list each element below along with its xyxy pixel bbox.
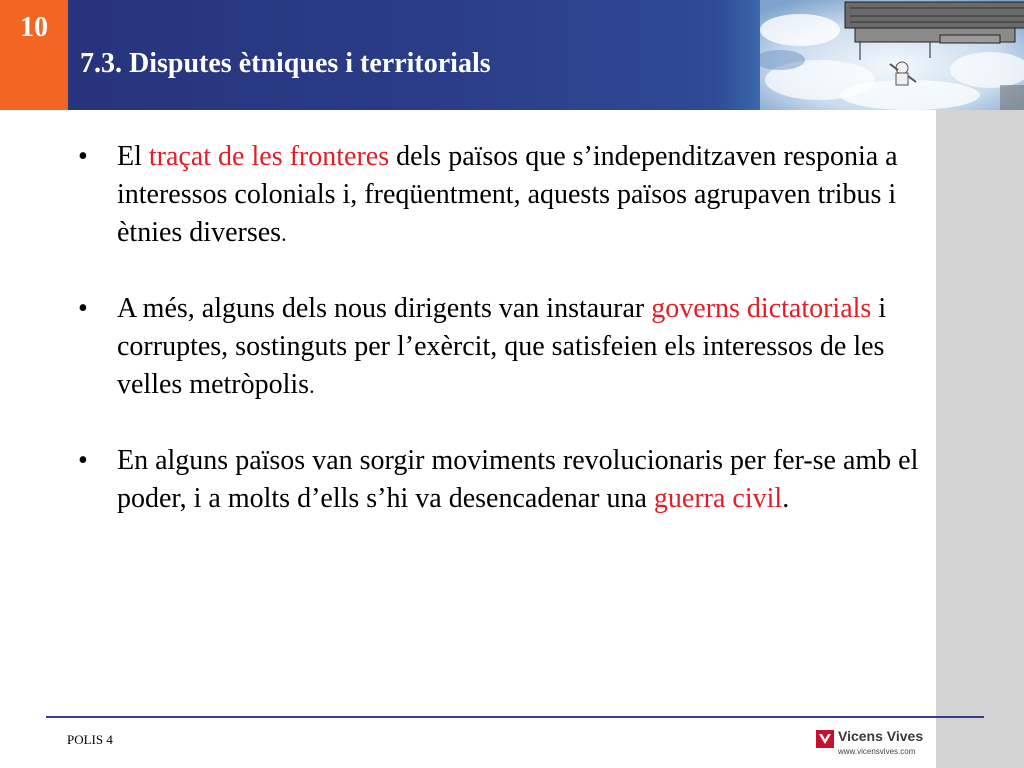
bullet-text [117,293,886,400]
bullet-text-part: i corruptes, sostinguts per l’exèrcit, que satisfeien els interessos de les velles metròpolis [117,293,887,400]
highlighted-phrase: traçat de les fronteres [148,141,390,172]
bullet-text [117,445,918,514]
bullet-text-part: El [117,141,149,172]
slide-content [78,138,930,555]
bullet-dot: • [78,141,88,172]
right-sidebar-band [936,110,1024,768]
logo-text: Vicens Vives [838,728,924,744]
highlighted-phrase: guerra civil [653,483,783,514]
vicens-vives-logo-icon [816,730,834,748]
bullet-period: . [309,373,315,398]
bullet-item [78,442,930,518]
footer-divider [46,716,984,718]
space-station-image [760,0,1024,110]
bullet-item [78,290,930,405]
bullet-dot: • [78,293,88,324]
bullet-dot: • [78,445,88,476]
slide-number: 10 [20,12,48,43]
highlighted-phrase: governs dictatorials [651,293,872,324]
slide-header [0,0,1024,110]
bullet-text-part: A més, alguns dels nous dirigents van instaurar [117,293,652,324]
bullet-period: . [782,483,790,514]
slide-title: 7.3. Disputes ètniques i territorials [80,48,491,79]
bullet-period: . [281,221,287,246]
logo-url: www.vicensvives.com [838,747,916,756]
bullet-text-part: dels països que s’independitzaven responia a interessos colonials i, freqüentment, aquests països agrupaven tribus i ètnies diverses [117,141,898,248]
slide-number-badge [0,0,68,110]
bullet-text-part: En alguns països van sorgir moviments revolucionaris per fer-se amb el poder, i a molts d’ells s’hi va desencadenar una [117,445,919,514]
bullet-text [117,141,898,248]
footer-label: POLIS 4 [67,732,113,747]
vicens-vives-logo [816,728,936,762]
bullet-item [78,138,930,253]
